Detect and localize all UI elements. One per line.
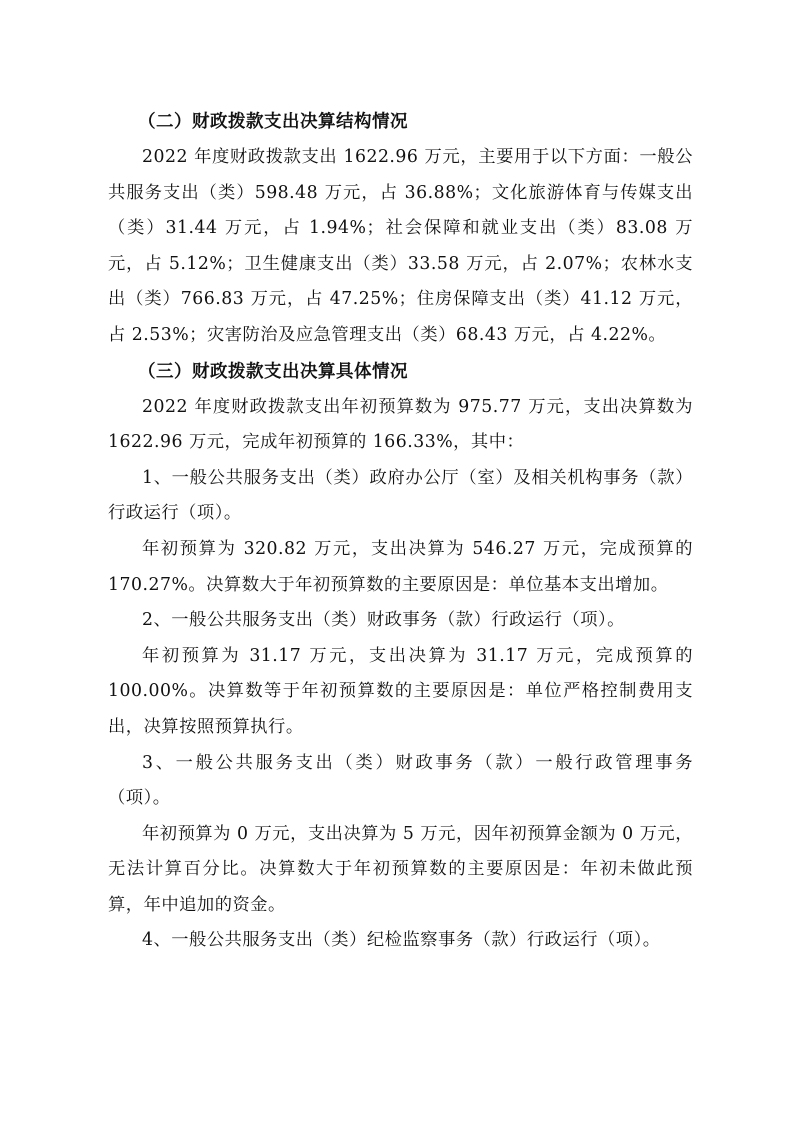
item-2-title: 2、一般公共服务支出（类）财政事务（款）行政运行（项）。 (142, 610, 625, 631)
item-1-body: 年初预算为 320.82 万元，支出决算为 546.27 万元，完成预算的 170.27%。决算数大于年初预算数的主要原因是：单位基本支出增加。 (108, 538, 693, 595)
item-3-title: 3、一般公共服务支出（类）财政事务（款）一般行政管理事务（项）。 (108, 752, 693, 809)
item-4-title: 4、一般公共服务支出（类）纪检监察事务（款）行政运行（项）。 (142, 930, 661, 951)
structure-paragraph: 2022 年度财政拨款支出 1622.96 万元，主要用于以下方面：一般公共服务支出（类）598.48 万元，占 36.88%；文化旅游体育与传媒支出（类）31.44 万元，占 1.94%；社会保障和就业支出（类）83.08 万元，占 5.12%；卫生健康支出（类）33.58 万元，占 2.07%；农林水支出（类）766.83 万元，占 47.25%；住房保障支出（类）41.12 万元，占 2.53%；灾害防治及应急管理支出（类）68.43 万元，占 4.22%。 (108, 147, 693, 345)
item-3-body: 年初预算为 0 万元，支出决算为 5 万元，因年初预算金额为 0 万元，无法计算百分比。决算数大于年初预算数的主要原因是：年初未做此预算，年中追加的资金。 (108, 823, 693, 915)
item-2-body: 年初预算为 31.17 万元，支出决算为 31.17 万元，完成预算的 100.00%。决算数等于年初预算数的主要原因是：单位严格控制费用支出，决算按照预算执行。 (108, 645, 693, 737)
details-intro-paragraph: 2022 年度财政拨款支出年初预算数为 975.77 万元，支出决算数为 1622.96 万元，完成年初预算的 166.33%，其中： (108, 396, 693, 453)
item-1-title: 1、一般公共服务支出（类）政府办公厅（室）及相关机构事务（款）行政运行（项）。 (108, 467, 693, 524)
section-heading-details: （三）财政拨款支出决算具体情况 (138, 361, 408, 382)
document-body (108, 104, 693, 959)
section-heading-structure: （二）财政拨款支出决算结构情况 (138, 112, 408, 132)
